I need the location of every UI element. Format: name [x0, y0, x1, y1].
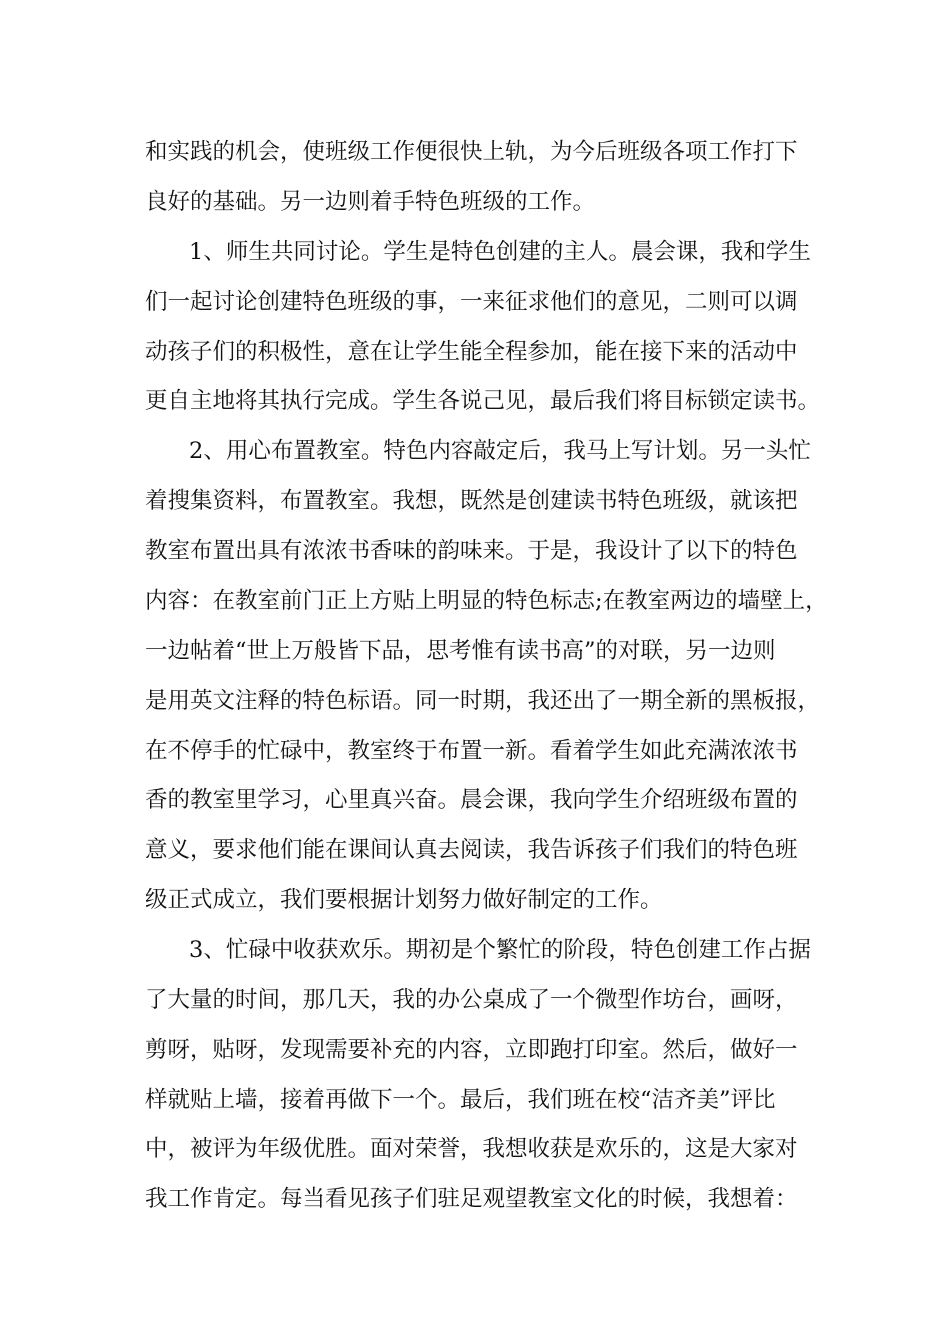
paragraph-line-19: 剪呀，贴呀，发现需要补充的内容，立即跑打印室。然后，做好一	[145, 1037, 798, 1063]
paragraph-line-5: 动孩子们的积极性，意在让学生能全程参加，能在接下来的活动中	[145, 339, 798, 365]
paragraph-line-13: 在不停手的忙碌中，教室终于布置一新。看着学生如此充满浓浓书	[145, 738, 798, 764]
paragraph-line-22: 我工作肯定。每当看见孩子们驻足观望教室文化的时候，我想着：	[145, 1186, 798, 1212]
paragraph-line-15: 意义，要求他们能在课间认真去阅读，我告诉孩子们我们的特色班	[145, 837, 798, 863]
paragraph-line-9: 教室布置出具有浓浓书香味的韵味来。于是，我设计了以下的特色	[145, 538, 798, 564]
paragraph-line-18: 了大量的时间，那几天，我的办公桌成了一个微型作坊台，画呀，	[145, 987, 798, 1013]
paragraph-line-11: 一边帖着“世上万般皆下品，思考惟有读书高”的对联，另一边则	[145, 638, 776, 664]
paragraph-line-1: 和实践的机会，使班级工作便很快上轨，为今后班级各项工作打下	[145, 139, 798, 165]
paragraph-line-17: 3、忙碌中收获欢乐。期初是个繁忙的阶段，特色创建工作占据	[189, 937, 811, 963]
paragraph-line-16: 级正式成立，我们要根据计划努力做好制定的工作。	[145, 887, 663, 913]
paragraph-line-20: 样就贴上墙，接着再做下一个。最后，我们班在校“洁齐美”评比	[145, 1087, 776, 1113]
paragraph-line-8: 着搜集资料，布置教室。我想，既然是创建读书特色班级，就该把	[145, 488, 798, 514]
paragraph-line-14: 香的教室里学习，心里真兴奋。晨会课，我向学生介绍班级布置的	[145, 787, 798, 813]
paragraph-line-7: 2、用心布置教室。特色内容敲定后，我马上写计划。另一头忙	[189, 438, 811, 464]
paragraph-line-3: 1、师生共同讨论。学生是特色创建的主人。晨会课，我和学生	[189, 239, 811, 265]
paragraph-line-12: 是用英文注释的特色标语。同一时期，我还出了一期全新的黑板报，	[145, 688, 821, 714]
paragraph-line-21: 中，被评为年级优胜。面对荣誉，我想收获是欢乐的，这是大家对	[145, 1136, 798, 1162]
paragraph-line-2: 良好的基础。另一边则着手特色班级的工作。	[145, 189, 596, 215]
paragraph-line-4: 们一起讨论创建特色班级的事，一来征求他们的意见，二则可以调	[145, 289, 798, 315]
paragraph-line-6: 更自主地将其执行完成。学生各说己见，最后我们将目标锁定读书。	[145, 388, 821, 414]
paragraph-line-10: 内容：在教室前门正上方贴上明显的特色标志;在教室两边的墙壁上，	[145, 588, 828, 614]
